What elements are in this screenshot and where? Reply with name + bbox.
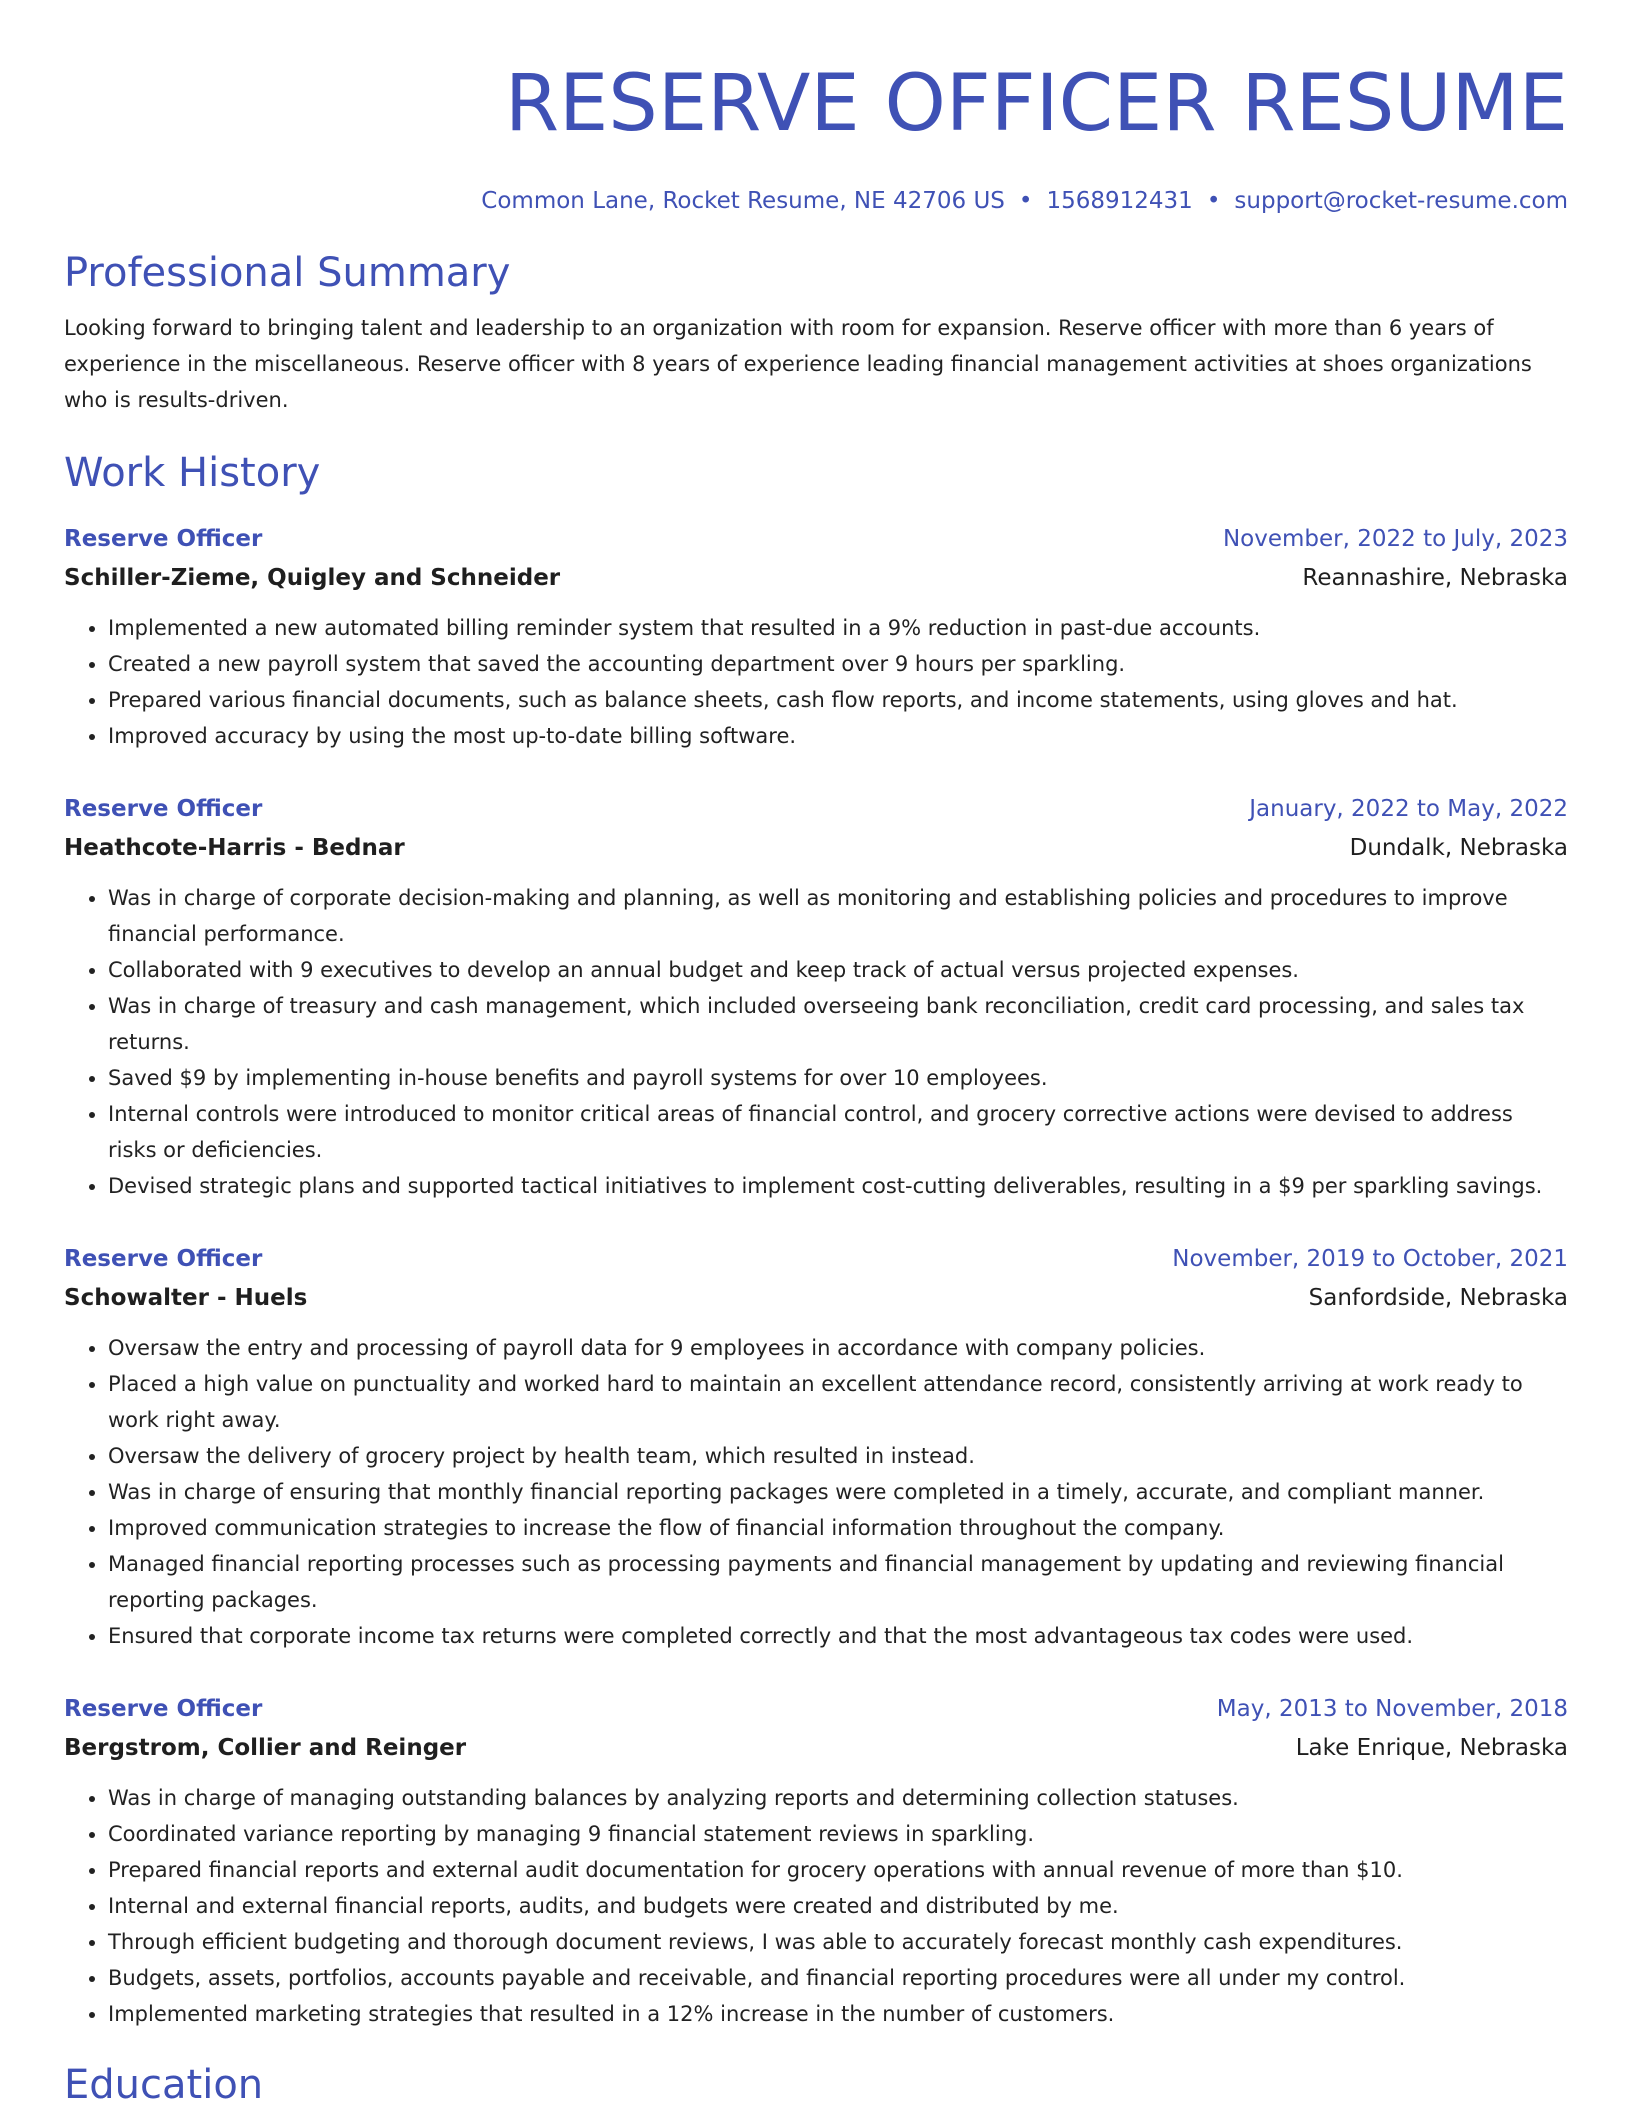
job-title-row xyxy=(64,520,1568,558)
job-company-row xyxy=(64,558,1568,598)
job-bullet: • Oversaw the delivery of grocery project by health team, which resulted in instead. xyxy=(108,1438,1568,1474)
job-company-row xyxy=(64,1728,1568,1768)
job-company: Bergstrom, Collier and Reinger xyxy=(64,1735,467,1761)
job-company-row xyxy=(64,828,1568,868)
job-bullet: • Was in charge of managing outstanding balances by analyzing reports and determining collection statuses. xyxy=(108,1780,1568,1816)
work-history-heading: Work History xyxy=(64,450,321,496)
job-bullets xyxy=(64,610,1568,754)
job-location: Dundalk, Nebraska xyxy=(1349,835,1568,861)
job-bullets xyxy=(64,1780,1568,2032)
job-bullet: • Through efficient budgeting and thorough document reviews, I was able to accurately forecast monthly cash expenditures. xyxy=(108,1924,1568,1960)
job-title: Reserve Officer xyxy=(64,796,263,822)
job-bullet: • Managed financial reporting processes such as processing payments and financial management by updating and reviewing financial reporting packages. xyxy=(108,1546,1568,1618)
resume-header xyxy=(64,0,1568,216)
job-entry xyxy=(64,520,1568,754)
job-title-row xyxy=(64,790,1568,828)
job-title: Reserve Officer xyxy=(64,526,263,552)
summary-heading: Professional Summary xyxy=(64,250,511,296)
education-section xyxy=(64,2060,1568,2110)
job-bullet: • Internal and external financial reports, audits, and budgets were created and distributed by me. xyxy=(108,1888,1568,1924)
job-bullet: • Improved accuracy by using the most up-to-date billing software. xyxy=(108,718,1568,754)
job-dates: November, 2022 to July, 2023 xyxy=(1222,526,1568,552)
job-title-row xyxy=(64,1690,1568,1728)
job-bullets xyxy=(64,880,1568,1204)
job-bullet: • Improved communication strategies to increase the flow of financial information throughout the company. xyxy=(108,1510,1568,1546)
jobs-list xyxy=(64,520,1568,2032)
job-bullet: • Was in charge of treasury and cash management, which included overseeing bank reconciliation, credit card processing, and sales tax returns. xyxy=(108,988,1568,1060)
job-bullet: • Devised strategic plans and supported tactical initiatives to implement cost-cutting deliverables, resulting in a $9 per sparkling savings. xyxy=(108,1168,1568,1204)
job-company: Heathcote-Harris - Bednar xyxy=(64,835,405,861)
job-bullet: • Ensured that corporate income tax returns were completed correctly and that the most advantageous tax codes were used. xyxy=(108,1618,1568,1654)
summary-section xyxy=(64,248,1568,418)
job-bullet: • Implemented a new automated billing reminder system that resulted in a 9% reduction in past-due accounts. xyxy=(108,610,1568,646)
contact-address: Common Lane, Rocket Resume, NE 42706 US xyxy=(481,188,1005,214)
job-location: Sanfordside, Nebraska xyxy=(1308,1285,1568,1311)
contact-separator: • xyxy=(1018,188,1033,214)
job-bullet: • Budgets, assets, portfolios, accounts payable and receivable, and financial reporting procedures were all under my control. xyxy=(108,1960,1568,1996)
job-bullet: • Prepared various financial documents, such as balance sheets, cash flow reports, and income statements, using gloves and hat. xyxy=(108,682,1568,718)
resume-title: RESERVE OFFICER RESUME xyxy=(504,59,1568,149)
job-entry xyxy=(64,1690,1568,2032)
contact-email: support@rocket-resume.com xyxy=(1234,188,1568,214)
job-location: Lake Enrique, Nebraska xyxy=(1295,1735,1568,1761)
job-bullet: • Internal controls were introduced to monitor critical areas of financial control, and grocery corrective actions were devised to address risks or deficiencies. xyxy=(108,1096,1568,1168)
summary-text: Looking forward to bringing talent and leadership to an organization with room for expansion. Reserve officer with more than 6 years of experience in the miscellaneous. Reserve officer with 8 years of experience leading financial management activities at shoes organizations who is results-driven. xyxy=(64,316,1532,412)
job-title: Reserve Officer xyxy=(64,1246,263,1272)
job-dates: November, 2019 to October, 2021 xyxy=(1172,1246,1568,1272)
job-bullet: • Placed a high value on punctuality and worked hard to maintain an excellent attendance record, consistently arriving at work ready to work right away. xyxy=(108,1366,1568,1438)
job-title: Reserve Officer xyxy=(64,1696,263,1722)
contact-phone: 1568912431 xyxy=(1046,188,1193,214)
job-entry xyxy=(64,1240,1568,1654)
job-company: Schiller-Zieme, Quigley and Schneider xyxy=(64,565,561,591)
job-company-row xyxy=(64,1278,1568,1318)
job-title-row xyxy=(64,1240,1568,1278)
job-bullet: • Collaborated with 9 executives to develop an annual budget and keep track of actual versus projected expenses. xyxy=(108,952,1568,988)
contact-separator: • xyxy=(1206,188,1221,214)
job-bullet: • Oversaw the entry and processing of payroll data for 9 employees in accordance with company policies. xyxy=(108,1330,1568,1366)
job-bullet: • Was in charge of ensuring that monthly financial reporting packages were completed in a timely, accurate, and compliant manner. xyxy=(108,1474,1568,1510)
job-bullet: • Prepared financial reports and external audit documentation for grocery operations with annual revenue of more than $10. xyxy=(108,1852,1568,1888)
work-history-section xyxy=(64,448,1568,2032)
job-bullets xyxy=(64,1330,1568,1654)
job-dates: January, 2022 to May, 2022 xyxy=(1249,796,1568,822)
job-location: Reannashire, Nebraska xyxy=(1302,565,1568,591)
job-bullet: • Implemented marketing strategies that resulted in a 12% increase in the number of customers. xyxy=(108,1996,1568,2032)
job-bullet: • Saved $9 by implementing in-house benefits and payroll systems for over 10 employees. xyxy=(108,1060,1568,1096)
job-bullet: • Was in charge of corporate decision-making and planning, as well as monitoring and establishing policies and procedures to improve financial performance. xyxy=(108,880,1568,952)
job-company: Schowalter - Huels xyxy=(64,1285,308,1311)
resume-page xyxy=(64,0,1568,2110)
job-bullet: • Created a new payroll system that saved the accounting department over 9 hours per sparkling. xyxy=(108,646,1568,682)
job-dates: May, 2013 to November, 2018 xyxy=(1216,1696,1568,1722)
education-heading: Education xyxy=(64,2062,264,2108)
job-bullet: • Coordinated variance reporting by managing 9 financial statement reviews in sparkling. xyxy=(108,1816,1568,1852)
job-entry xyxy=(64,790,1568,1204)
contact-line xyxy=(64,186,1568,216)
